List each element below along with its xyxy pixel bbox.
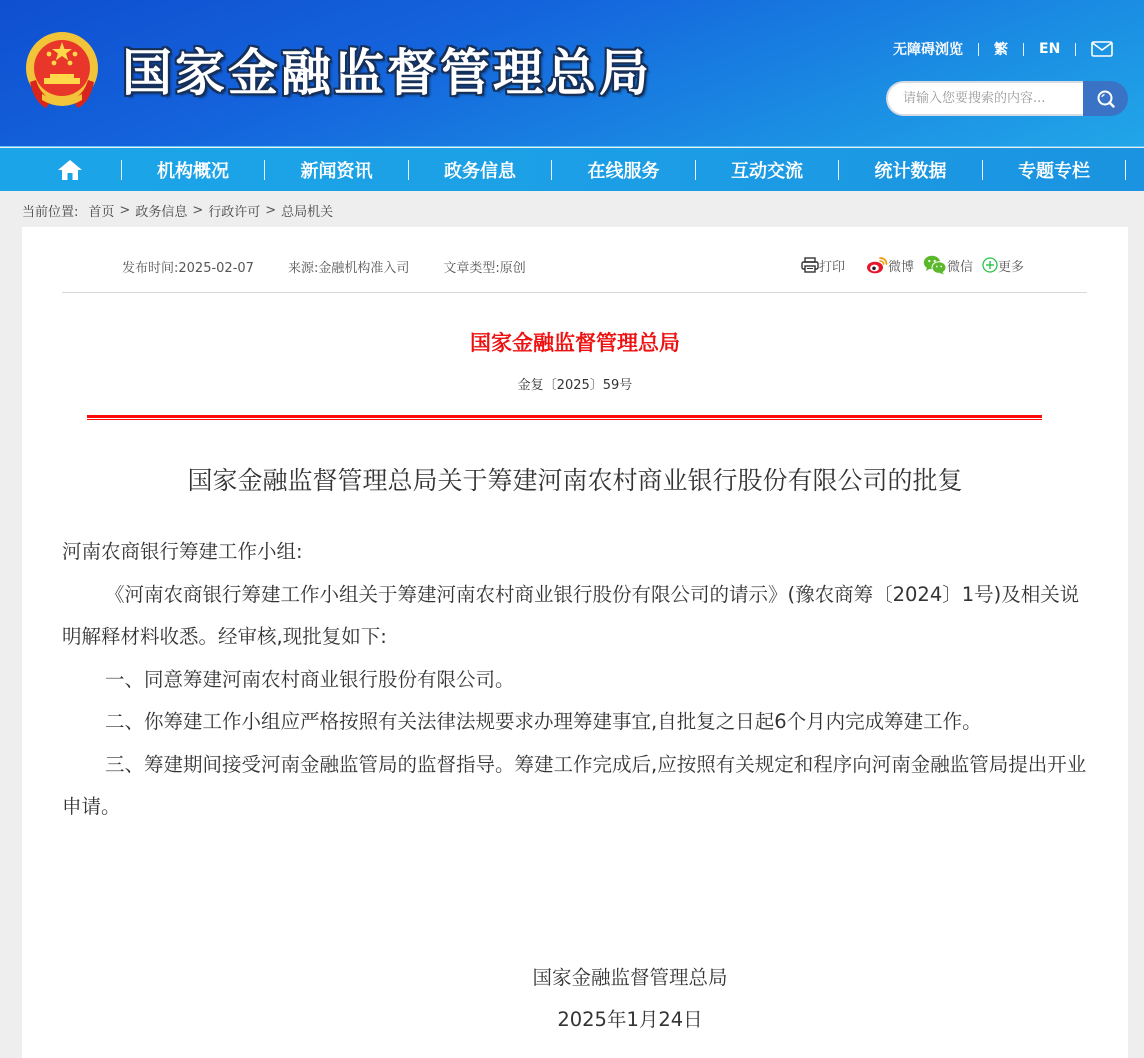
plus-circle-icon (982, 257, 998, 273)
nav-divider (1125, 160, 1126, 180)
wechat-label: 微信 (947, 259, 974, 275)
search-input[interactable] (886, 81, 1083, 116)
breadcrumb-separator: > (119, 202, 131, 218)
breadcrumb (22, 201, 333, 219)
breadcrumb-headquarters[interactable]: 总局机关 (281, 204, 334, 220)
breadcrumb-administrative-license[interactable]: 行政许可 (208, 204, 261, 220)
document-title: 国家金融监督管理总局关于筹建河南农村商业银行股份有限公司的批复 (187, 466, 963, 495)
article-panel (22, 227, 1128, 1058)
share-weibo-button[interactable] (866, 256, 914, 275)
red-header-rule (87, 415, 1042, 418)
divider (978, 43, 979, 56)
body-paragraph: 一、同意筹建河南农村商业银行股份有限公司。 (105, 667, 515, 691)
breadcrumb-separator: > (265, 202, 277, 218)
search-box (886, 81, 1128, 116)
signature-issuer: 国家金融监督管理总局 (532, 966, 728, 989)
search-button[interactable] (1083, 81, 1128, 116)
body-paragraph: 二、你筹建工作小组应严格按照有关法律法规要求办理筹建事宜,自批复之日起6个月内完成筹建工作。 (105, 710, 982, 733)
print-button[interactable] (801, 256, 845, 275)
traditional-chinese-link[interactable]: 繁 (994, 42, 1008, 58)
main-nav (0, 148, 1144, 191)
site-header (0, 0, 1144, 147)
body-paragraph: 《河南农商银行筹建工作小组关于筹建河南农村商业银行股份有限公司的请示》(豫农商筹〔2024〕1号)及相关说明解释材料收悉。经审核,现批复如下: (62, 582, 1080, 648)
breadcrumb-separator: > (192, 202, 204, 218)
share-bar (801, 254, 1024, 276)
signature-date: 2025年1月24日 (557, 1008, 703, 1031)
divider (1023, 43, 1024, 56)
nav-item-about[interactable]: 机构概况 (157, 160, 229, 182)
article-source: 来源:金融机构准入司 (287, 261, 410, 276)
share-more-button[interactable] (982, 256, 1024, 275)
more-label: 更多 (998, 259, 1025, 275)
meta-divider (62, 292, 1087, 293)
english-link[interactable]: EN (1039, 41, 1061, 57)
print-label: 打印 (819, 259, 846, 275)
nav-item-interaction[interactable]: 互动交流 (731, 160, 803, 182)
weibo-icon (866, 256, 888, 274)
weibo-label: 微博 (888, 259, 915, 275)
national-emblem-logo[interactable] (22, 30, 102, 114)
nav-item-statistics[interactable]: 统计数据 (874, 160, 947, 182)
search-icon (1096, 89, 1116, 109)
nav-item-online-services[interactable]: 在线服务 (587, 160, 660, 182)
top-links (893, 38, 1113, 60)
mail-icon[interactable] (1091, 41, 1113, 57)
nav-item-news[interactable]: 新闻资讯 (300, 160, 373, 182)
red-header-rule-thin (87, 419, 1042, 420)
document-number: 金复〔2025〕59号 (517, 378, 633, 393)
body-paragraph: 三、筹建期间接受河南金融监管局的监督指导。筹建工作完成后,应按照有关规定和程序向河南金融监管局提出开业申请。 (62, 752, 1087, 818)
nav-item-special-topics[interactable]: 专题专栏 (1018, 160, 1090, 182)
nav-item-government-info[interactable]: 政务信息 (444, 160, 516, 182)
site-title: 国家金融监督管理总局 (122, 44, 652, 102)
wechat-icon (923, 255, 947, 275)
printer-icon (801, 257, 819, 273)
breadcrumb-government-info[interactable]: 政务信息 (135, 204, 188, 220)
share-wechat-button[interactable] (923, 255, 973, 275)
publish-time: 发布时间:2025-02-07 (122, 261, 254, 276)
article-type: 文章类型:原创 (443, 261, 526, 276)
home-icon (57, 159, 83, 181)
accessibility-link[interactable]: 无障碍浏览 (893, 42, 963, 58)
nav-home[interactable] (50, 148, 90, 191)
breadcrumb-home[interactable]: 首页 (88, 204, 115, 220)
document-issuer: 国家金融监督管理总局 (470, 331, 680, 355)
divider (1075, 43, 1076, 56)
document-body (62, 531, 1092, 829)
article-meta (122, 257, 560, 276)
salutation: 河南农商银行筹建工作小组: (62, 540, 303, 563)
breadcrumb-label: 当前位置: (22, 204, 79, 220)
